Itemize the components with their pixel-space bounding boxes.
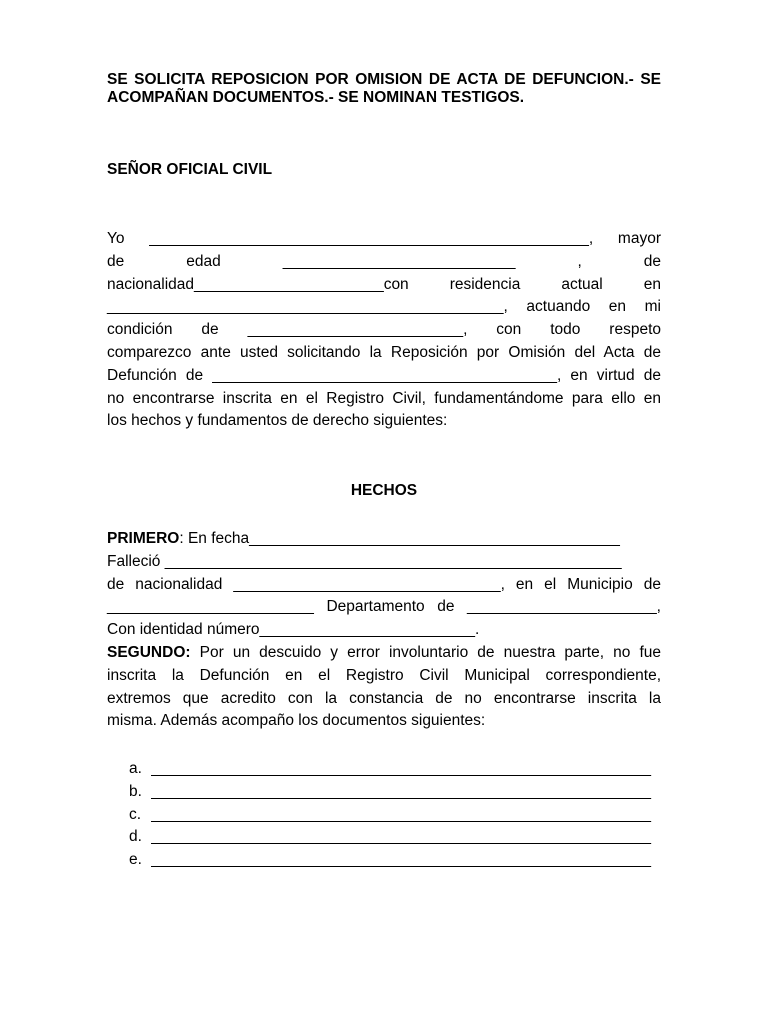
list-letter: e. [129,851,142,869]
intro-line: no encontrarse inscrita en el Registro Civil, fundamentándome para ello en [107,389,661,407]
intro-line: nacionalidad______________________con residencia actual en [107,275,661,293]
primero-line: Con identidad número_________________________. [107,621,480,639]
list-letter: c. [129,805,142,823]
intro-line: ______________________________________________, actuando en mi [107,298,661,316]
list-item [129,826,661,849]
intro-line: Defunción de ________________________________________, en virtud de [107,366,661,384]
primero-line: Falleció _____________________________________________________ [107,552,622,570]
primero-line [107,528,661,551]
document-page [107,71,661,869]
facts-section [107,528,661,733]
addressee: SEÑOR OFICIAL CIVIL [107,161,273,178]
primero-line: de nacionalidad _______________________________, en el Municipio de [107,575,661,593]
segundo-line: extremos que acredito con la constancia de no encontrarse inscrita la [107,689,661,707]
document-title: SE SOLICITA REPOSICION POR OMISION DE ACTA DE DEFUNCION.- SE ACOMPAÑAN DOCUMENTOS.- SE NOMINAN TESTIGOS. [107,71,661,106]
intro-line: de edad ___________________________ , de [107,252,661,270]
intro-line: condición de _________________________, con todo respeto [107,321,661,339]
primero-label: PRIMERO [107,530,180,547]
segundo-line: inscrita la Defunción en el Registro Civil Municipal correspondiente, [107,666,661,684]
list-item [129,758,661,781]
document-blank: __________________________________________________________ [151,828,651,846]
primero-date-field: : En fecha___________________________________________ [179,530,620,547]
intro-line: Yo ___________________________________________________, mayor [107,230,661,247]
list-letter: a. [129,760,142,777]
segundo-label: SEGUNDO: [107,643,191,661]
intro-line: los hechos y fundamentos de derecho siguientes: [107,412,448,430]
document-blank: __________________________________________________________ [151,782,651,800]
list-letter: d. [129,828,142,846]
segundo-line: misma. Además acompaño los documentos siguientes: [107,712,486,730]
facts-heading: HECHOS [350,482,418,499]
list-item [129,781,661,804]
documents-list [129,758,661,872]
segundo-text: Por un descuido y error involuntario de nuestra parte, no fue [190,643,661,661]
document-blank: __________________________________________________________ [151,851,651,869]
list-item [129,849,661,872]
document-blank: __________________________________________________________ [151,805,651,823]
document-blank: __________________________________________________________ [151,760,651,777]
segundo-line [107,642,661,665]
list-item [129,804,661,827]
primero-line: ________________________ Departamento de ______________________, [107,598,661,616]
intro-paragraph [107,228,661,433]
intro-line: comparezco ante usted solicitando la Reposición por Omisión del Acta de [107,343,661,361]
list-letter: b. [129,782,142,800]
